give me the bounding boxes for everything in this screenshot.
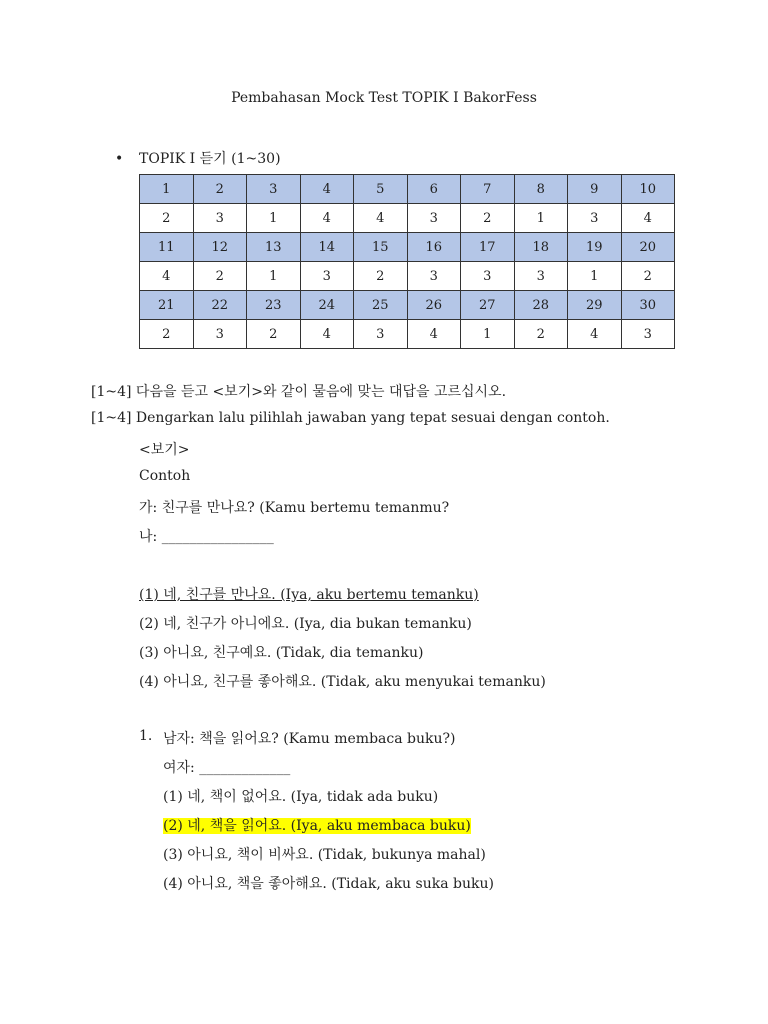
question-number-cell: 24 <box>300 291 354 320</box>
answer-cell: 2 <box>140 204 194 233</box>
question-number-cell: 6 <box>407 175 461 204</box>
example-question: 가: 친구를 만나요? (Kamu bertemu temanmu? <box>139 500 450 516</box>
question-number-cell: 26 <box>407 291 461 320</box>
question-number-cell: 14 <box>300 233 354 262</box>
question-number-cell: 11 <box>140 233 194 262</box>
question-option-correct <box>163 815 471 835</box>
question-number-cell: 22 <box>193 291 247 320</box>
question-number-cell: 25 <box>354 291 408 320</box>
answer-cell: 3 <box>568 204 622 233</box>
question-prompt: 남자: 책을 읽어요? (Kamu membaca buku?) <box>163 731 456 747</box>
example-option: (2) 네, 친구가 아니에요. (Iya, dia bukan temanku) <box>139 616 472 632</box>
question-number-cell: 20 <box>621 233 675 262</box>
answer-cell: 2 <box>621 262 675 291</box>
question-number: 1. <box>139 728 153 744</box>
instruction-korean: [1~4] 다음을 듣고 <보기>와 같이 물음에 맞는 대답을 고르십시오. <box>91 384 507 400</box>
answer-cell: 3 <box>407 204 461 233</box>
answer-cell: 4 <box>621 204 675 233</box>
answer-cell: 3 <box>407 262 461 291</box>
question-answer-blank: 여자: _____________ <box>163 760 291 776</box>
table-row <box>140 291 675 320</box>
question-number-cell: 10 <box>621 175 675 204</box>
question-number-cell: 2 <box>193 175 247 204</box>
question-number-cell: 28 <box>514 291 568 320</box>
answer-cell: 4 <box>354 204 408 233</box>
example-option: (3) 아니요, 친구예요. (Tidak, dia temanku) <box>139 645 424 661</box>
question-number-cell: 30 <box>621 291 675 320</box>
question-number-cell: 3 <box>247 175 301 204</box>
answer-cell: 4 <box>300 204 354 233</box>
question-number-cell: 18 <box>514 233 568 262</box>
answer-cell: 2 <box>354 262 408 291</box>
question-number-cell: 17 <box>461 233 515 262</box>
page-title: Pembahasan Mock Test TOPIK I BakorFess <box>231 90 537 106</box>
question-number-cell: 7 <box>461 175 515 204</box>
question-option: (3) 아니요, 책이 비싸요. (Tidak, bukunya mahal) <box>163 847 486 863</box>
answer-cell: 4 <box>568 320 622 349</box>
answer-cell: 4 <box>140 262 194 291</box>
answer-cell: 1 <box>247 262 301 291</box>
answer-cell: 1 <box>247 204 301 233</box>
answer-cell: 3 <box>354 320 408 349</box>
table-row <box>140 262 675 291</box>
example-answer-blank: 나: ________________ <box>139 529 274 545</box>
answer-cell: 3 <box>193 320 247 349</box>
question-number-cell: 9 <box>568 175 622 204</box>
question-option: (4) 아니요, 책을 좋아해요. (Tidak, aku suka buku) <box>163 876 494 892</box>
question-number-cell: 8 <box>514 175 568 204</box>
answer-cell: 3 <box>193 204 247 233</box>
question-number-cell: 23 <box>247 291 301 320</box>
bullet-icon: • <box>115 151 124 167</box>
answer-cell: 2 <box>140 320 194 349</box>
question-number-cell: 1 <box>140 175 194 204</box>
table-row <box>140 320 675 349</box>
answer-cell: 1 <box>568 262 622 291</box>
table-row <box>140 175 675 204</box>
question-option: (1) 네, 책이 없어요. (Iya, tidak ada buku) <box>163 789 439 805</box>
question-number-cell: 29 <box>568 291 622 320</box>
answer-cell: 2 <box>461 204 515 233</box>
question-number-cell: 27 <box>461 291 515 320</box>
answer-cell: 2 <box>193 262 247 291</box>
question-number-cell: 12 <box>193 233 247 262</box>
answer-cell: 1 <box>461 320 515 349</box>
question-number-cell: 15 <box>354 233 408 262</box>
answer-cell: 2 <box>514 320 568 349</box>
answer-cell: 3 <box>621 320 675 349</box>
example-label-indonesian: Contoh <box>139 468 191 484</box>
example-option-correct: (1) 네, 친구를 만나요. (Iya, aku bertemu temanku) <box>139 587 479 603</box>
table-row <box>140 233 675 262</box>
table-row <box>140 204 675 233</box>
question-number-cell: 16 <box>407 233 461 262</box>
answer-cell: 3 <box>300 262 354 291</box>
example-option: (4) 아니요, 친구를 좋아해요. (Tidak, aku menyukai temanku) <box>139 674 546 690</box>
question-number-cell: 4 <box>300 175 354 204</box>
example-label-korean: <보기> <box>139 442 190 458</box>
answer-cell: 4 <box>300 320 354 349</box>
question-number-cell: 21 <box>140 291 194 320</box>
answer-cell: 2 <box>247 320 301 349</box>
highlighted-answer: (2) 네, 책을 읽어요. (Iya, aku membaca buku) <box>163 818 471 834</box>
instruction-indonesian: [1~4] Dengarkan lalu pilihlah jawaban yang tepat sesuai dengan contoh. <box>91 410 610 426</box>
question-number-cell: 5 <box>354 175 408 204</box>
answer-cell: 3 <box>514 262 568 291</box>
answer-key-table <box>139 174 675 349</box>
question-number-cell: 13 <box>247 233 301 262</box>
answer-cell: 3 <box>461 262 515 291</box>
answer-cell: 1 <box>514 204 568 233</box>
section-heading: TOPIK I 듣기 (1~30) <box>139 151 281 167</box>
question-number-cell: 19 <box>568 233 622 262</box>
section-bullet <box>115 148 281 168</box>
answer-cell: 4 <box>407 320 461 349</box>
